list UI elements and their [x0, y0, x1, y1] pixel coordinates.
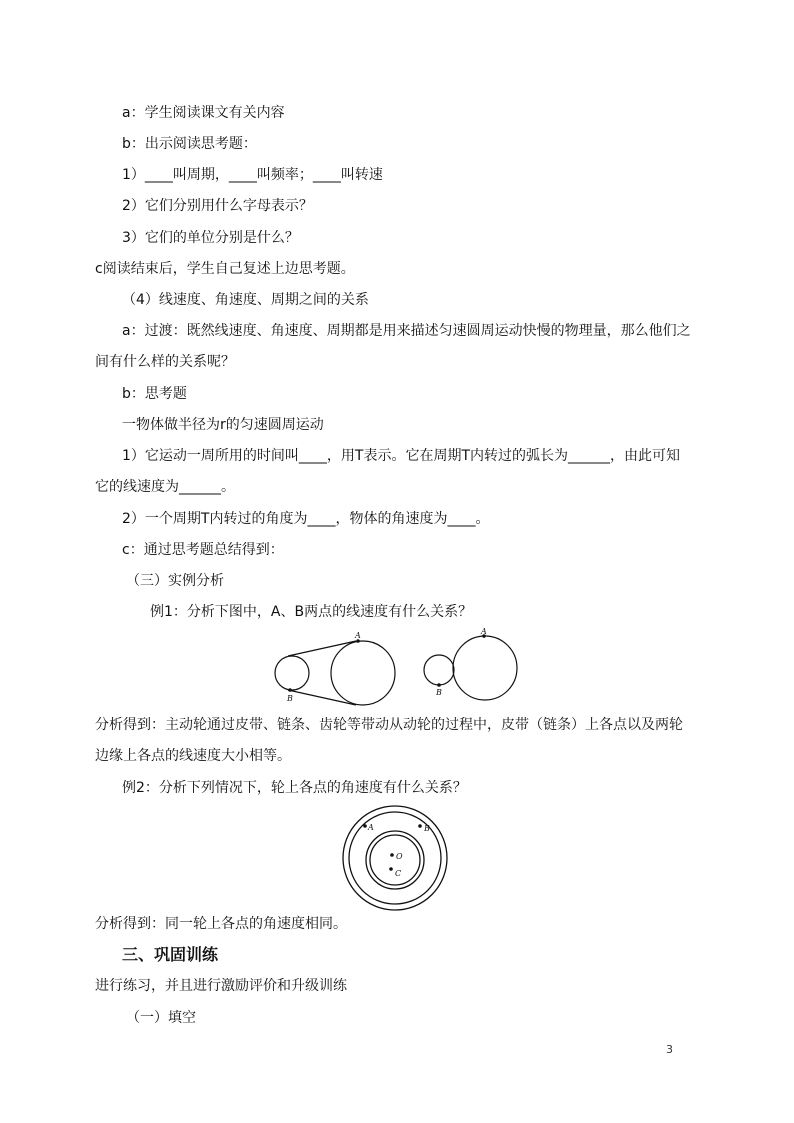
line-15: c：通过思考题总结得到： [122, 542, 284, 558]
belt-bottom [288, 690, 356, 705]
line-3: 1）____叫周期，____叫频率；____叫转速 [122, 167, 383, 183]
point-c-dot [389, 867, 393, 871]
point-o-label: O [396, 852, 403, 861]
section-heading-example-analysis: （三）实例分析 [126, 573, 224, 589]
small-gear [424, 655, 454, 685]
point-a-label: A [368, 823, 374, 832]
point-o-dot [390, 853, 394, 857]
line-2: b：出示阅读思考题： [122, 136, 257, 152]
line-8: a：过渡：既然线速度、角速度、周期都是用来描述匀速圆周运动快慢的物理量，那么他们之 [122, 323, 691, 339]
point-b-label: B [424, 824, 430, 833]
subsection-heading-fill-in: （一）填空 [126, 1010, 196, 1026]
section-heading-consolidation-training: 三、巩固训练 [122, 945, 219, 964]
belt-top [288, 641, 356, 656]
point-c-label: C [395, 869, 402, 878]
point-a-label: A [355, 631, 361, 640]
point-a-dot [363, 824, 367, 828]
figure-belt-and-gear-wheels [260, 628, 530, 710]
point-b-dot [418, 824, 422, 828]
point-b-label: B [287, 694, 293, 703]
line-1: a：学生阅读课文有关内容 [122, 105, 285, 121]
figure-concentric-wheel [340, 803, 450, 913]
example-1-question: 例1：分析下图中，A、B两点的线速度有什么关系？ [150, 604, 473, 620]
outer-wheel-outer-edge [343, 806, 447, 910]
small-wheel [275, 656, 309, 690]
line-14: 2）一个周期T内转过的角度为____，物体的角速度为____。 [122, 511, 490, 527]
analysis-2-line: 分析得到：同一轮上各点的角速度相同。 [95, 916, 347, 932]
point-b-dot [437, 683, 441, 687]
line-12: 1）它运动一周所用的时间叫____，用T表示。它在周期T内转过的弧长为______，由此可知 [122, 448, 681, 464]
inner-wheel-outer-edge [366, 831, 424, 889]
large-wheel [331, 641, 395, 705]
point-b-label: B [436, 688, 442, 697]
page-number: 3 [666, 1043, 673, 1056]
line-10: b：思考题 [122, 386, 187, 402]
large-gear [453, 636, 517, 700]
line-6: c阅读结束后，学生自己复述上边思考题。 [95, 261, 355, 277]
example-2-question: 例2：分析下列情况下，轮上各点的角速度有什么关系？ [122, 780, 467, 796]
training-description: 进行练习，并且进行激励评价和升级训练 [95, 978, 347, 994]
analysis-1-line-2: 边缘上各点的线速度大小相等。 [95, 748, 291, 764]
point-b-dot [288, 688, 292, 692]
belt-drive-diagram [275, 631, 395, 705]
line-5: 3）它们的单位分别是什么？ [122, 230, 299, 246]
line-11: 一物体做半径为r的匀速圆周运动 [122, 417, 324, 433]
line-13: 它的线速度为______。 [95, 479, 235, 495]
line-9: 间有什么样的关系呢？ [95, 354, 235, 370]
line-7: （4）线速度、角速度、周期之间的关系 [122, 292, 369, 308]
point-a-label: A [481, 628, 487, 636]
analysis-1-line-1: 分析得到：主动轮通过皮带、链条、齿轮等带动从动轮的过程中，皮带（链条）上各点以及两轮 [95, 717, 683, 733]
gear-contact-diagram [424, 628, 517, 700]
line-4: 2）它们分别用什么字母表示？ [122, 198, 313, 214]
